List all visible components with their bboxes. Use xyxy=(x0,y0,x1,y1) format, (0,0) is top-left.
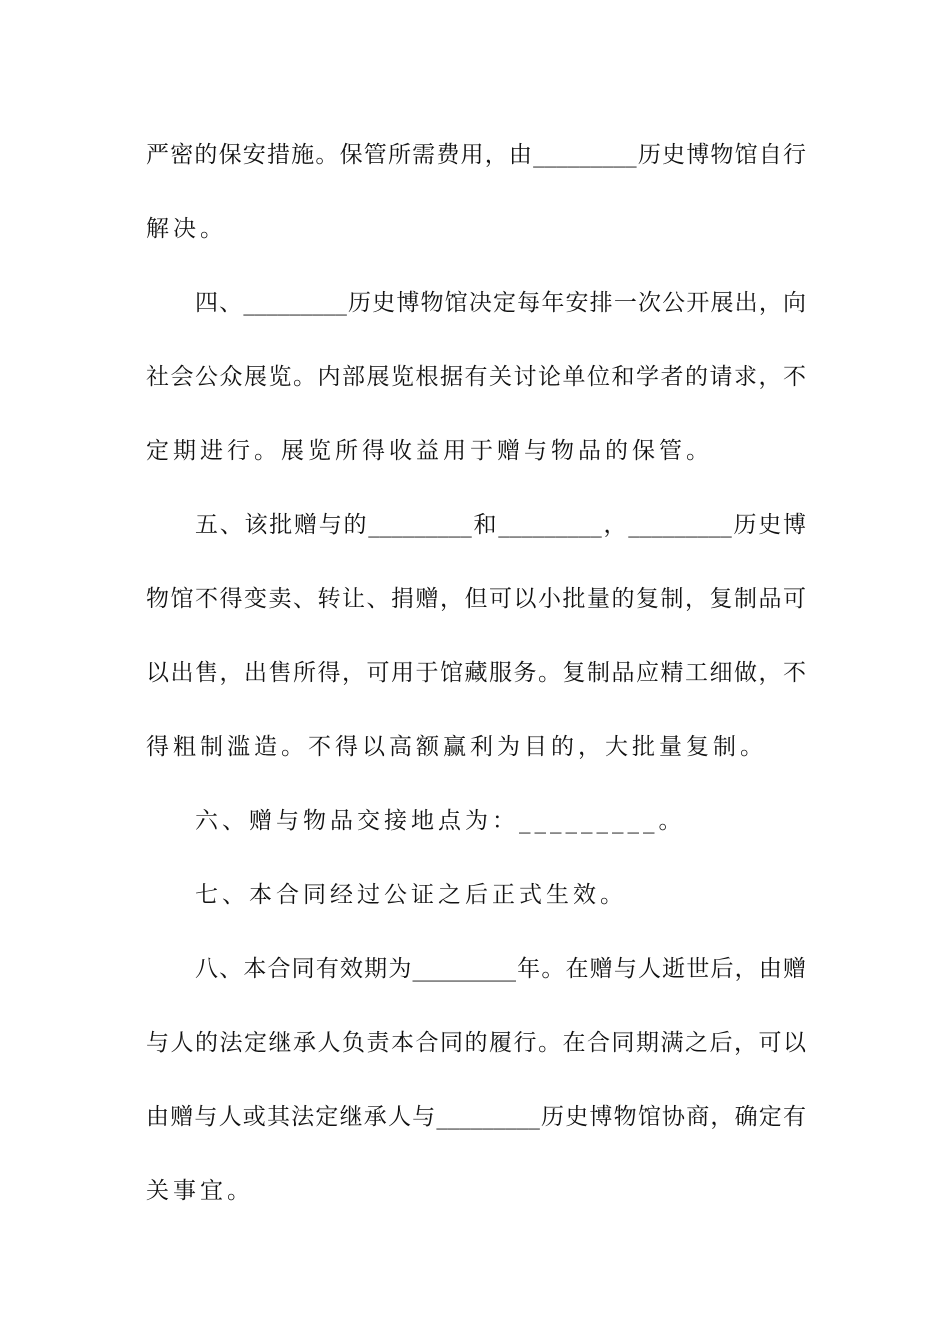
clause-7-line: 七、本合同经过公证之后正式生效。 xyxy=(195,882,627,908)
text-line: 与人的法定继承人负责本合同的履行。在合同期满之后，可以 xyxy=(146,1030,806,1056)
clause-8-line: 八、本合同有效期为_________年。在赠与人逝世后，由赠 xyxy=(195,956,806,982)
text-line: 得粗制滥造。不得以高额赢利为目的，大批量复制。 xyxy=(146,734,767,760)
text-line: 以出售，出售所得，可用于馆藏服务。复制品应精工细做，不 xyxy=(146,660,806,686)
text-line: 物馆不得变卖、转让、捐赠，但可以小批量的复制，复制品可 xyxy=(146,586,806,612)
clause-5-line: 五、该批赠与的_________和_________，_________历史博 xyxy=(195,512,806,538)
text-line: 由赠与人或其法定继承人与_________历史博物馆协商，确定有 xyxy=(146,1104,806,1130)
text-line: 社会公众展览。内部展览根据有关讨论单位和学者的请求，不 xyxy=(146,364,806,390)
clause-4-line: 四、_________历史博物馆决定每年安排一次公开展出，向 xyxy=(195,290,806,316)
text-line: 严密的保安措施。保管所需费用，由_________历史博物馆自行 xyxy=(146,142,806,168)
text-line: 解决。 xyxy=(146,216,227,242)
text-line: 关事宜。 xyxy=(146,1178,254,1204)
text-line: 定期进行。展览所得收益用于赠与物品的保管。 xyxy=(146,438,713,464)
clause-6-line: 六、赠与物品交接地点为：_________。 xyxy=(195,808,686,834)
